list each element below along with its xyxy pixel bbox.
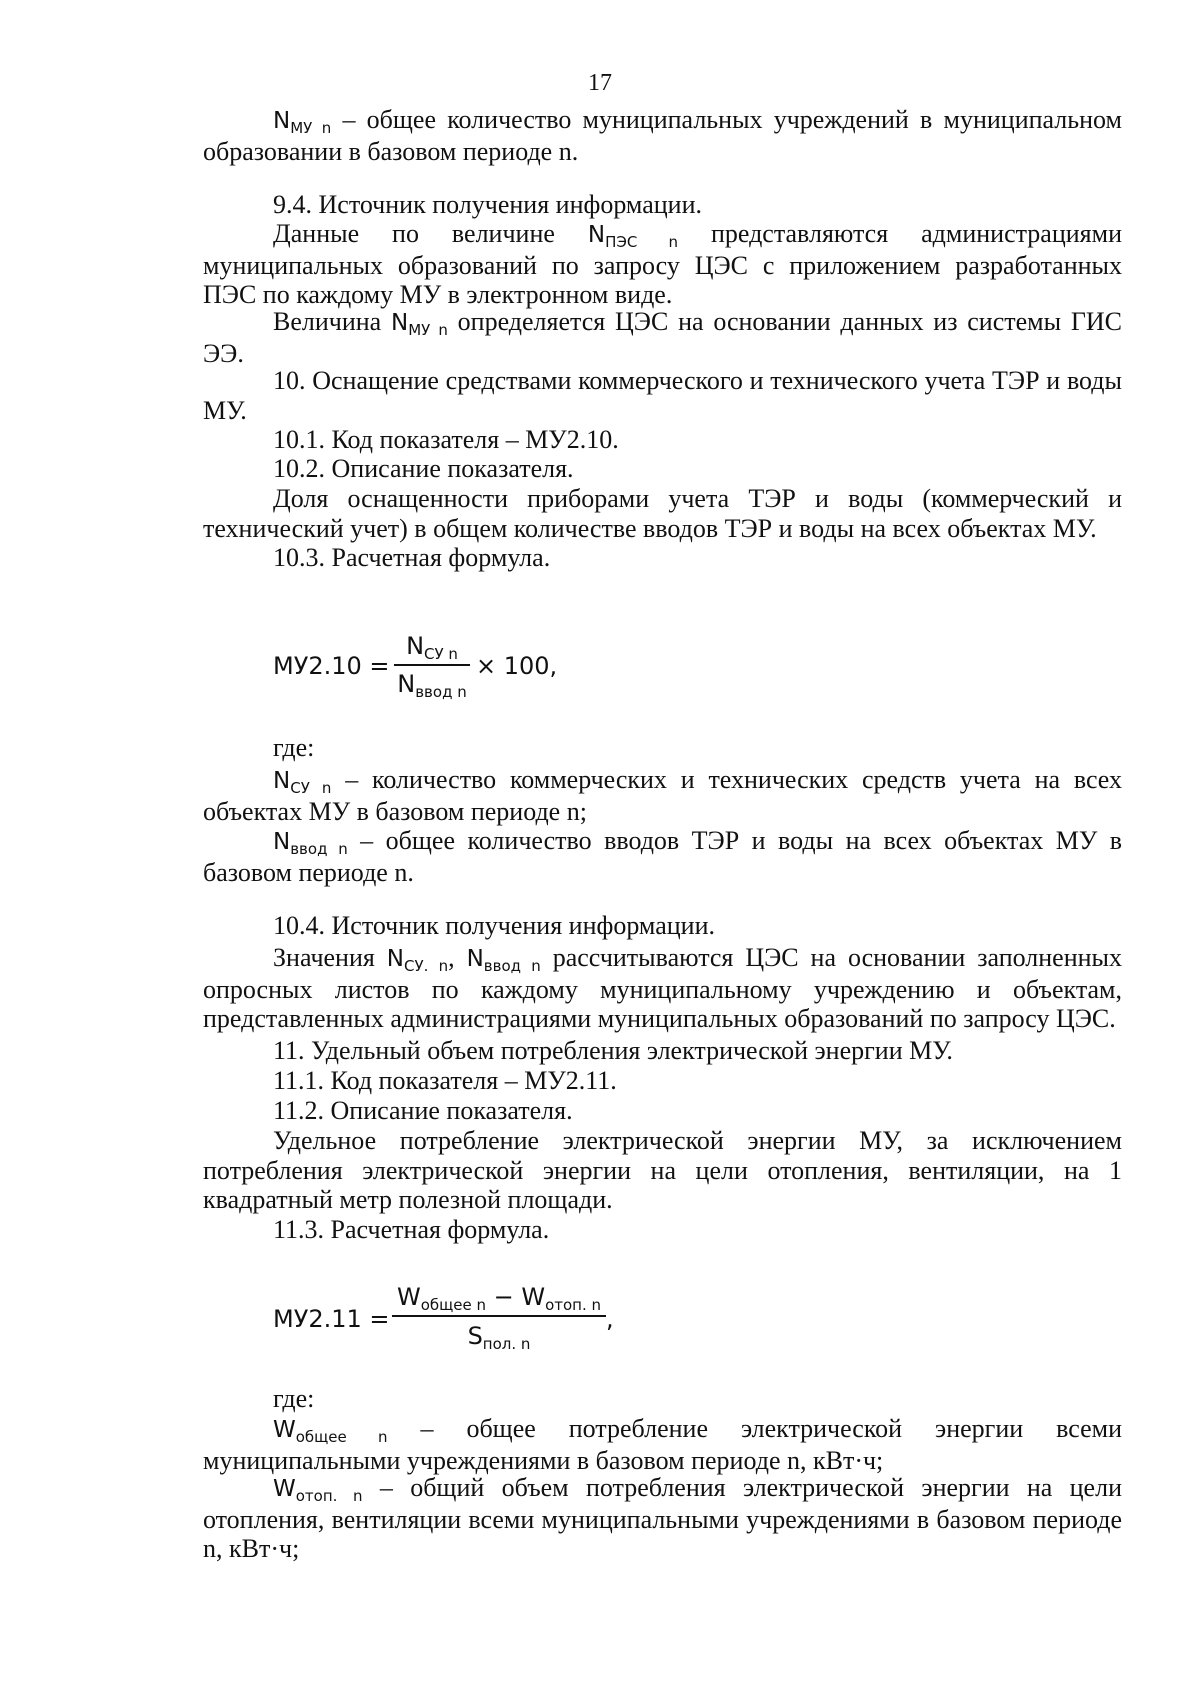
formula-rhs: , <box>606 1305 614 1333</box>
subscript: МУ n <box>408 321 448 339</box>
subscript: отоп. n <box>295 1487 363 1505</box>
text: представляются администрациями муниципальных образований по запросу ЦЭС с приложением разработанных ПЭС по каждому МУ в электронном виде. <box>203 219 1122 309</box>
subscript: СУ. n <box>404 957 449 975</box>
symbol: W <box>273 1417 296 1443</box>
section-9-4-heading: 9.4. Источник получения информации. <box>273 190 702 219</box>
text: – общее потребление электрической энергии всеми муниципальными учреждениями в базовом периоде n, кВт·ч; <box>203 1414 1122 1475</box>
symbol: N <box>587 222 606 248</box>
formula-denominator <box>392 1322 606 1353</box>
paragraph-nvvod-definition <box>203 826 1122 887</box>
symbol: N <box>273 768 291 794</box>
section-10-1: 10.1. Код показателя – МУ2.10. <box>273 425 619 454</box>
subscript: СУ n <box>290 779 332 797</box>
section-11-1: 11.1. Код показателя – МУ2.11. <box>273 1066 617 1095</box>
where-label-2: где: <box>273 1384 315 1413</box>
symbol: N <box>273 829 291 855</box>
section-10-heading: 10. Оснащение средствами коммерческого и технического учета ТЭР и воды МУ. <box>203 366 1122 425</box>
page-number: 17 <box>588 70 612 96</box>
symbol: N <box>273 108 291 134</box>
subscript: пол. n <box>482 1335 531 1353</box>
text: Данные по величине <box>273 219 588 248</box>
subscript: ввод n <box>483 957 541 975</box>
text: – общее количество муниципальных учреждений в муниципальном образовании в базовом периоде n. <box>203 105 1122 166</box>
paragraph-11-description: Удельное потребление электрической энергии МУ, за исключением потребления электрической энергии на цели отопления, вентиляции, на 1 квадратный метр полезной площади. <box>203 1126 1122 1214</box>
text: определяется ЦЭС на основании данных из системы ГИС ЭЭ. <box>203 307 1123 368</box>
text: Величина <box>273 307 392 336</box>
text: Значения <box>273 943 387 972</box>
symbol: N <box>391 310 409 336</box>
fraction-bar <box>394 664 470 666</box>
text: , <box>448 943 467 972</box>
minus-sign: − <box>485 1283 522 1311</box>
subscript: СУ n <box>424 645 458 663</box>
subscript: общее n <box>295 1428 388 1446</box>
text: – количество коммерческих и технических средств учета на всех объектах МУ в базовом периоде n; <box>203 765 1123 826</box>
subscript: ПЭС n <box>605 233 679 251</box>
text: – общее количество вводов ТЭР и воды на всех объектах МУ в базовом периоде n. <box>203 826 1122 887</box>
formula-lhs: МУ2.11 = <box>273 1305 390 1333</box>
formula-lhs: МУ2.10 = <box>273 652 390 680</box>
text: рассчитываются ЦЭС на основании заполненных опросных листов по каждому муниципальному учреждению и объектам, представленных администрациями муниципальных образований по запросу ЦЭС. <box>203 943 1122 1033</box>
subscript: ввод n <box>415 683 467 701</box>
section-10-4-heading: 10.4. Источник получения информации. <box>273 911 715 940</box>
symbol: W <box>521 1283 546 1311</box>
text: – общий объем потребления электрической энергии на цели отопления, вентиляции всеми муниципальными учреждениями в базовом периоде n, кВт·ч; <box>203 1473 1122 1563</box>
section-10-3: 10.3. Расчетная формула. <box>273 543 551 572</box>
formula-rhs: × 100, <box>476 652 558 680</box>
symbol: N <box>406 632 425 660</box>
symbol: W <box>396 1283 421 1311</box>
subscript: общее n <box>420 1296 486 1314</box>
symbol: S <box>467 1322 483 1350</box>
section-11-2: 11.2. Описание показателя. <box>273 1096 573 1125</box>
section-11-heading: 11. Удельный объем потребления электрической энергии МУ. <box>273 1036 953 1065</box>
formula-numerator <box>392 1283 606 1314</box>
subscript: ввод n <box>290 840 348 858</box>
paragraph-values-source <box>203 943 1122 1034</box>
section-10-2: 10.2. Описание показателя. <box>273 454 574 483</box>
symbol: W <box>273 1476 296 1502</box>
section-11-3: 11.3. Расчетная формула. <box>273 1215 550 1244</box>
paragraph-wheat-definition <box>203 1473 1122 1564</box>
symbol: N <box>397 670 416 698</box>
subscript: отоп. n <box>545 1296 602 1314</box>
paragraph-nmu-source <box>203 307 1122 368</box>
formula-numerator <box>394 632 470 663</box>
paragraph-10-description: Доля оснащенности приборами учета ТЭР и воды (коммерческий и технический учет) в общем количестве вводов ТЭР и воды на всех объектах МУ. <box>203 484 1122 543</box>
symbol: N <box>466 946 484 972</box>
paragraph-wtotal-definition <box>203 1414 1122 1475</box>
symbol: N <box>386 946 405 972</box>
formula-denominator <box>394 670 470 701</box>
paragraph-nmu-definition <box>203 105 1122 166</box>
where-label-1: где: <box>273 733 315 762</box>
paragraph-npes-data <box>203 219 1122 310</box>
paragraph-ncu-definition <box>203 765 1122 826</box>
subscript: МУ n <box>290 119 332 137</box>
fraction-bar <box>392 1315 606 1317</box>
